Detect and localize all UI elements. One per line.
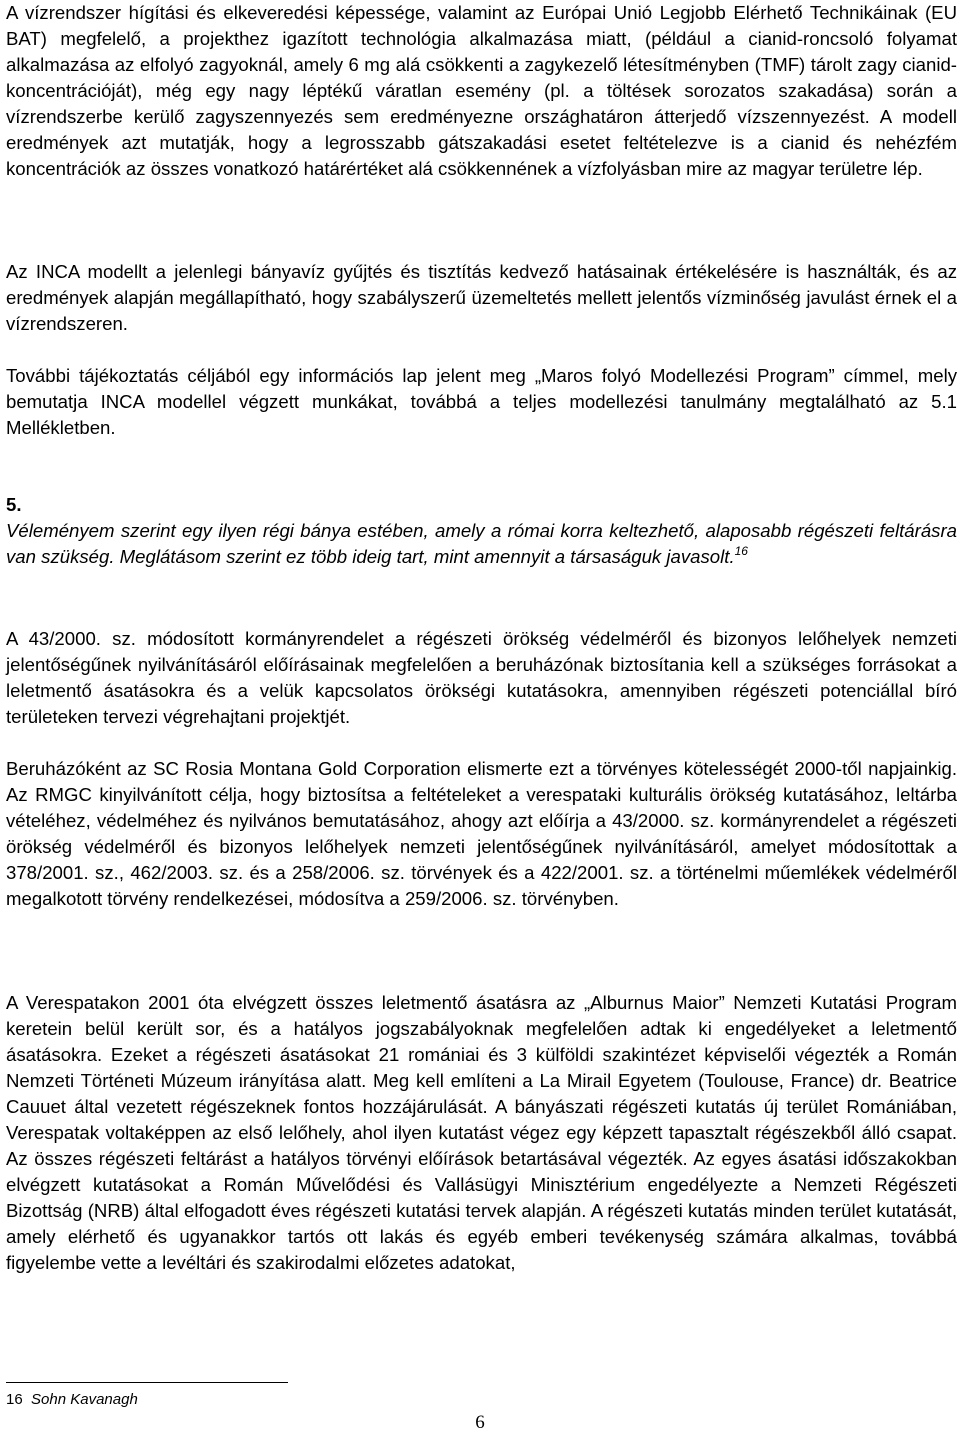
italic-question-text: Véleményem szerint egy ilyen régi bánya estében, amely a római korra keltezhető, alaposabb régészeti feltárásra van szükség. Meglátásom szerint ez több ideig tart, mint amennyit a társaságuk javasolt. [6,520,957,567]
footnote-text: Sohn Kavanagh [31,1391,138,1408]
footnote-reference: 16 [734,544,748,558]
footnote [6,1390,138,1410]
page-number: 6 [475,1412,485,1433]
footnote-divider [6,1382,288,1383]
paragraph-rmgc-obligation: Beruházóként az SC Rosia Montana Gold Corporation elismerte ezt a törvényes kötelességét 2000-től napjainkig. Az RMGC kinyilvánított célja, hogy biztosítsa a feltételeket a verespataki kulturális örökség kutatásához, leltárba vételéhez, védelméhez és nyilvános bemutatásához, ahogy azt előírja a 43/2000. sz. kormányrendelet a régészeti örökség védelméről és bizonyos lelőhelyek nemzeti jelentőségűnek nyilvánításáról, amelyet módosítottak a 378/2001. sz., 462/2003. sz. és a 258/2006. sz. törvények és a 422/2001. sz. a történelmi műemlékek védelméről megalkotott törvény rendelkezései, módosítva a 259/2006. sz. törvényben. [6,758,957,909]
section-number: 5. [6,494,22,515]
paragraph-alburnus-maior: A Verespatakon 2001 óta elvégzett összes leletmentő ásatásra az „Alburnus Maior” Nemzeti Kutatási Program keretein belül került sor, és a hatályos jogszabályoknak megfelelően adtak ki engedélyeket a leletmentő ásatásokra. Ezeket a régészeti ásatásokat 21 romániai és 3 külföldi szakintézet képviselői végezték a Román Nemzeti Történeti Múzeum irányítása alatt. Meg kell említeni a La Mirail Egyetem (Toulouse, France) dr. Beatrice Cauuet által vezetett régészeknek fontos hozzájárulását. A bányászati régészeti kutatás új terület Romániában, Verespatak voltaképpen az első lelőhely, ahol ilyen kutatást végez egy képzett tapasztalt régészekből álló csapat. Az összes régészeti feltárást a hatályos törvényi előírások betartásával végezték. Az egyes ásatási időszakokban elvégzett kutatásokat a Román Művelődési és Vallásügyi Minisztérium engedélyezte a Nemzeti Régészeti Bizottság (NRB) által elfogadott éves régészeti kutatási tervek alapján. A régészeti kutatás minden terület kutatását, amely elérhető és ugyanakkor tartós ott lakás és egyéb emberi tevékenység számára alkalmas, továbbá figyelembe vette a levéltári és szakirodalmi előzetes adatokat, [6,992,957,1273]
paragraph-information-sheet: További tájékoztatás céljából egy információs lap jelent meg „Maros folyó Modellezési Program” címmel, mely bemutatja INCA modellel végzett munkákat, továbbá a teljes modellezési tanulmány megtalálható az 5.1 Mellékletben. [6,365,957,438]
paragraph-water-dilution: A vízrendszer hígítási és elkeveredési képessége, valamint az Európai Unió Legjobb Elérhető Technikáinak (EU BAT) megfelelő, a projekthez igazított technológia alkalmazása miatt, (például a cianid-roncsoló folyamat alkalmazása az elfolyó zagyoknál, amely 6 mg alá csökkenti a zagykezelő létesítményben (TMF) tárolt zagy cianid-koncentrációját), még egy nagy léptékű váratlan esemény (pl. a töltések sorozatos szakadása) során a vízrendszerbe kerülő zagyszennyezés sem eredményezne országhatáron átterjedő vízszennyezést. A modell eredmények azt mutatják, hogy a legrosszabb gátszakadási esetet feltételezve is a cianid és nehézfém koncentrációk az összes vonatkozó határértéket alá csökkennének a vízfolyásban mire az magyar területre lép. [6,2,957,179]
footnote-number: 16 [6,1391,23,1408]
paragraph-inca-model: Az INCA modellt a jelenlegi bányavíz gyűjtés és tisztítás kedvező hatásainak értékelésére is használták, és az eredmények alapján megállapítható, hogy szabályszerű üzemeltetés mellett jelentős vízminőség javulást érnek el a vízrendszeren. [6,261,957,334]
italic-question [6,518,957,570]
paragraph-government-decree: A 43/2000. sz. módosított kormányrendelet a régészeti örökség védelméről és bizonyos lelőhelyek nemzeti jelentőségűnek nyilvánításáról előírásainak megfelelően a beruházónak biztosítania kell a szükséges forrásokat a leletmentő ásatásokra és a velük kapcsolatos örökségi kutatásokra, amennyiben régészeti potenciállal bíró területeken tervezi végrehajtani projektjét. [6,628,957,727]
